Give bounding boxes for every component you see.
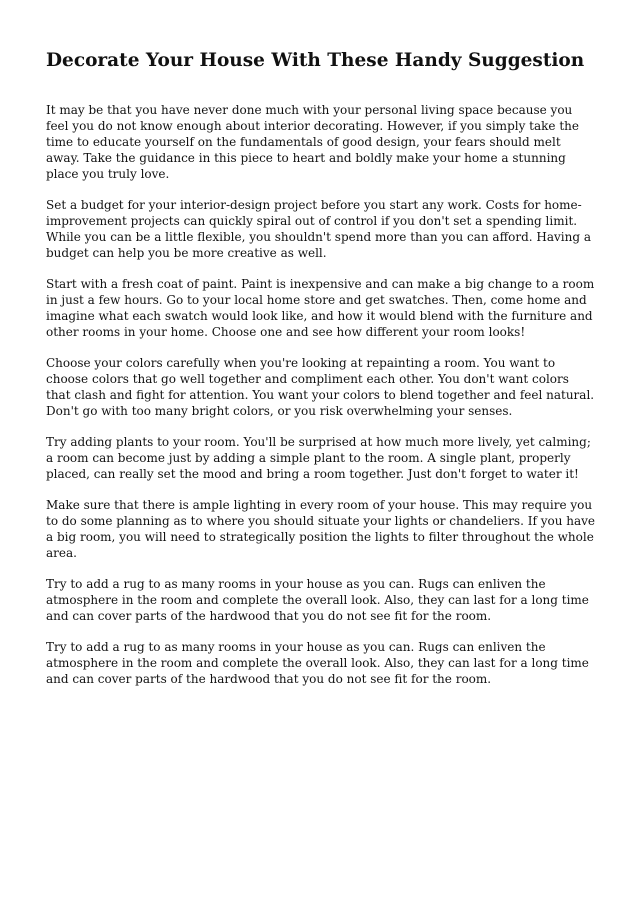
paragraph-paint: Start with a fresh coat of paint. Paint is inexpensive and can make a big change to a room in just a few hours. Go to your local home store and get swatches. Then, come home and imagine what each swatch would look like, and how it would blend with the furniture and other rooms in your home. Choose one and see how different your room looks! bbox=[46, 277, 595, 339]
paragraph-plants: Try adding plants to your room. You'll be surprised at how much more lively, yet calming; a room can become just by adding a simple plant to the room. A single plant, properly placed, can really set the mood and bring a room together. Just don't forget to water it! bbox=[46, 435, 591, 481]
paragraph-budget: Set a budget for your interior-design project before you start any work. Costs for home-improvement projects can quickly spiral out of control if you don't set a spending limit. While you can be a little flexible, you shouldn't spend more than you can afford. Having a budget can help you be more creative as well. bbox=[46, 198, 591, 260]
document-page bbox=[46, 48, 596, 702]
paragraph-lighting: Make sure that there is ample lighting in every room of your house. This may require you to do some planning as to where you should situate your lights or chandeliers. If you have a big room, you will need to strategically position the lights to filter throughout the whole area. bbox=[46, 498, 596, 560]
paragraph-rug-repeat: Try to add a rug to as many rooms in your house as you can. Rugs can enliven the atmosphere in the room and complete the overall look. Also, they can last for a long time and can cover parts of the hardwood that you do not see fit for the room. bbox=[46, 640, 589, 686]
paragraph-intro: It may be that you have never done much with your personal living space because you feel you do not know enough about interior decorating. However, if you simply take the time to educate yourself on the fundamentals of good design, your fears should melt away. Take the guidance in this piece to heart and boldly make your home a stunning place you truly love. bbox=[46, 103, 579, 181]
paragraph-rug: Try to add a rug to as many rooms in your house as you can. Rugs can enliven the atmosphere in the room and complete the overall look. Also, they can last for a long time and can cover parts of the hardwood that you do not see fit for the room. bbox=[46, 577, 589, 623]
paragraph-colors: Choose your colors carefully when you're looking at repainting a room. You want to choose colors that go well together and compliment each other. You don't want colors that clash and fight for attention. You want your colors to blend together and feel natural. Don't go with too many bright colors, or you risk overwhelming your senses. bbox=[46, 356, 595, 418]
document-title: Decorate Your House With These Handy Suggestion bbox=[46, 50, 585, 71]
